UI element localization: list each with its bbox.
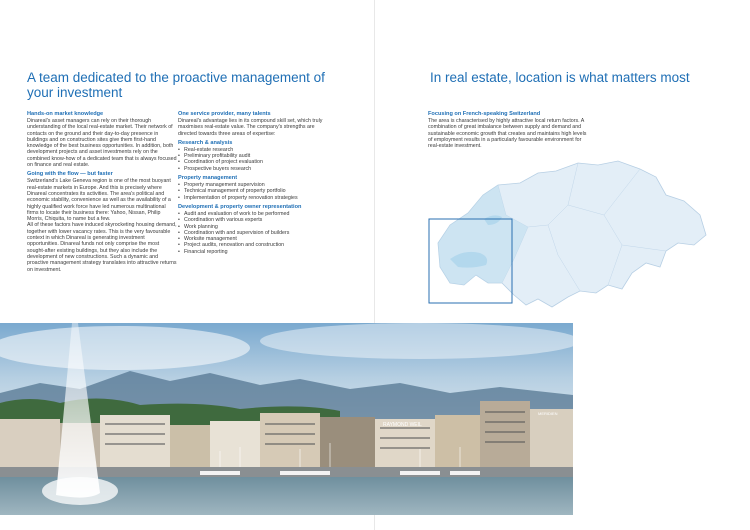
fountain-spray — [42, 477, 118, 505]
middle-column — [178, 111, 328, 258]
sign-meridien: MERIDIEN — [538, 411, 558, 416]
list-item: • Work planning — [184, 224, 328, 230]
market-knowledge-heading: Hands-on market knowledge — [27, 111, 104, 117]
switzerland-map — [428, 155, 710, 315]
research-heading: Research & analysis — [178, 139, 233, 146]
left-page-title: A team dedicated to the proactive management of your investment — [27, 70, 325, 100]
list-item: • Technical management of property portfolio — [184, 188, 328, 194]
going-with-flow-text-2: All of these factors have induced skyrocketing housing demand, together with lower vacancy rates. This is the very favourable context in which Dinareal is generating investment opportunities. Dinareal funds not only comprise the most sought-after existing buildings, but they also include the development of new constructions. Such a dynamic and proactive management strategy translates into attractive returns on investment. — [27, 222, 177, 273]
cloud — [260, 323, 573, 359]
list-item: • Coordination of project evaluation — [184, 159, 328, 165]
list-item: • Financial reporting — [184, 249, 328, 255]
list-item: • Real-estate research — [184, 147, 328, 153]
list-item: • Coordination with and supervision of builders — [184, 230, 328, 236]
focus-heading: Focusing on French-speaking Switzerland — [428, 111, 541, 117]
development-heading: Development & property owner representation — [178, 203, 302, 210]
cloud — [0, 326, 250, 370]
going-with-flow-heading: Going with the flow — but faster — [27, 171, 113, 178]
list-item: • Prospective buyers research — [184, 166, 328, 172]
sign-raymond-weil: RAYMOND WEIL — [383, 422, 422, 428]
list-item: • Preliminary profitability audit — [184, 153, 328, 159]
right-page-title: In real estate, location is what matters most — [430, 70, 690, 85]
property-heading: Property management — [178, 175, 238, 182]
list-item: • Coordination with various experts — [184, 217, 328, 223]
list-item: • Project audits, renovation and construction — [184, 242, 328, 248]
list-item: • Audit and evaluation of work to be performed — [184, 211, 328, 217]
development-list — [178, 211, 328, 255]
going-with-flow-text-1: Switzerland's Lake Geneva region is one of the most buoyant real-estate markets in Europe. And this is precisely where Dinareal concentrates its activities. The area's political and economic stability, convenience as well as the availability of a highly qualified work force have led numerous multinational firms to locate their business there: Yahoo, Nissan, Philip Morris, Chiquita, to name but a few. — [27, 178, 171, 223]
left-column — [27, 111, 177, 276]
market-knowledge-text: Dinareal's asset managers can rely on their thorough understanding of the local real-estate market. Their network of contacts on the ground and their day-to-day presence in buildings and on construction sites give them first-hand knowledge of the best business opportunities. In addition, both development projects and asset investments rely on the combined know-how of a dedicated team that is always focused on finance and real estate. — [27, 118, 177, 169]
geneva-harbour-photo — [0, 323, 573, 515]
list-item: • Worksite management — [184, 236, 328, 242]
research-list — [178, 147, 328, 172]
focus-text: The area is characterised by highly attractive local return factors. A combination of great imbalance between supply and demand and sustainable economic growth that creates and maintains high levels of employment results in a particularly favourable environment for real-estate investment. — [428, 118, 587, 150]
service-heading: One service provider, many talents — [178, 111, 271, 117]
list-item: • Property management supervision — [184, 182, 328, 188]
service-text: Dinareal's advantage lies in its compound skill set, which truly maximises real-estate value. The company's strengths are directed towards three areas of expertise: — [178, 118, 323, 137]
property-list — [178, 182, 328, 201]
list-item: • Implementation of property renovation strategies — [184, 195, 328, 201]
right-column — [428, 111, 588, 152]
